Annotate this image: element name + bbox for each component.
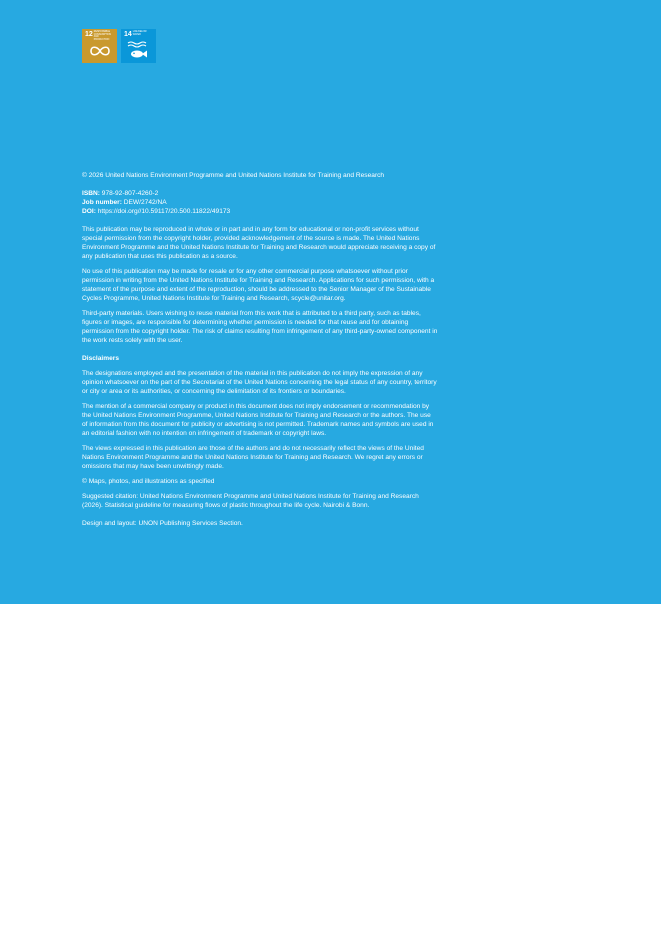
job-number-label: Job number: bbox=[82, 199, 122, 206]
suggested-citation: Suggested citation: United Nations Environment Programme and United Nations Institute for Training and Research (2026). Statistical guideline for measuring flows of plastic throughout the life cycle. Nairobi & Bonn. bbox=[82, 493, 419, 509]
isbn-line bbox=[82, 189, 438, 198]
isbn-value: 978-92-807-4260-2 bbox=[99, 190, 159, 197]
disclaimers-heading: Disclaimers bbox=[82, 355, 120, 362]
fish-icon bbox=[126, 41, 152, 61]
job-number-value: DEW/2742/NA bbox=[121, 199, 167, 206]
doi-link[interactable]: https://doi.org//10.59117/20.500.11822/49173 bbox=[95, 208, 231, 215]
sdg-14-caption: LIFE BELOW WATER bbox=[132, 31, 147, 36]
sdg-12-number: 12 bbox=[85, 31, 93, 38]
sdg-14-badge bbox=[121, 29, 156, 63]
sdg-12-badge bbox=[82, 29, 117, 63]
disclaimer-views: The views expressed in this publication are those of the authors and do not necessarily reflect the views of the United Nations Environment Programme and the United Nations Institute for Training and Research. We regret any errors or omissions that may have been unwittingly made. bbox=[82, 445, 424, 470]
doi-label: DOI: bbox=[82, 208, 96, 215]
publication-identifiers bbox=[82, 189, 438, 216]
job-number-line bbox=[82, 198, 438, 207]
sdg-14-number: 14 bbox=[124, 31, 132, 38]
reproduction-paragraph: This publication may be reproduced in whole or in part and in any form for educational or non-profit services without special permission from the copyright holder, provided acknowledgement of the source is made. The United Nations Environment Programme and the United Nations Institute for Training and Research would appreciate receiving a copy of any publication that uses this publication as a source. bbox=[82, 226, 436, 260]
maps-credit: © Maps, photos, and illustrations as specified bbox=[82, 478, 215, 485]
infinity-icon bbox=[88, 45, 112, 57]
design-credit: Design and layout: UNON Publishing Services Section. bbox=[82, 520, 243, 527]
sdg-12-caption: RESPONSIBLE CONSUMPTION AND PRODUCTION bbox=[93, 31, 112, 41]
copyright-line: © 2026 United Nations Environment Programme and United Nations Institute for Training and Research bbox=[82, 172, 385, 179]
disclaimer-endorsement: The mention of a commercial company or product in this document does not imply endorsement or recommendation by the United Nations Environment Programme, United Nations Institute for Training and Research or the authors. The use of information from this document for publicity or advertising is not permitted. Trademark names and symbols are used in an editorial fashion with no intention on infringement of trademark or copyright laws. bbox=[82, 403, 434, 437]
doi-line bbox=[82, 207, 438, 216]
imprint-content bbox=[82, 171, 438, 534]
third-party-paragraph: Third-party materials. Users wishing to reuse material from this work that is attributed to a third party, such as tables, figures or images, are responsible for determining whether permission is needed for that reuse and for obtaining permission from the copyright holder. The risk of claims resulting from infringement of any third-party-owned component in the work rests solely with the user. bbox=[82, 310, 438, 344]
disclaimer-designations: The designations employed and the presentation of the material in this publication do not imply the expression of any opinion whatsoever on the part of the Secretariat of the United Nations concerning the legal status of any country, territory or city or area or its authorities, or concerning the delimitation of its frontiers or boundaries. bbox=[82, 370, 437, 395]
isbn-label: ISBN: bbox=[82, 190, 100, 197]
resale-paragraph: No use of this publication may be made for resale or for any other commercial purpose whatsoever without prior permission in writing from the United Nations Institute for Training and Research. Applications for such permission, with a statement of the purpose and extent of the reproduction, should be addressed to the Senior Manager of the Sustainable Cycles Programme, United Nations Institute for Training and Research, scycle@unitar.org. bbox=[82, 268, 435, 302]
